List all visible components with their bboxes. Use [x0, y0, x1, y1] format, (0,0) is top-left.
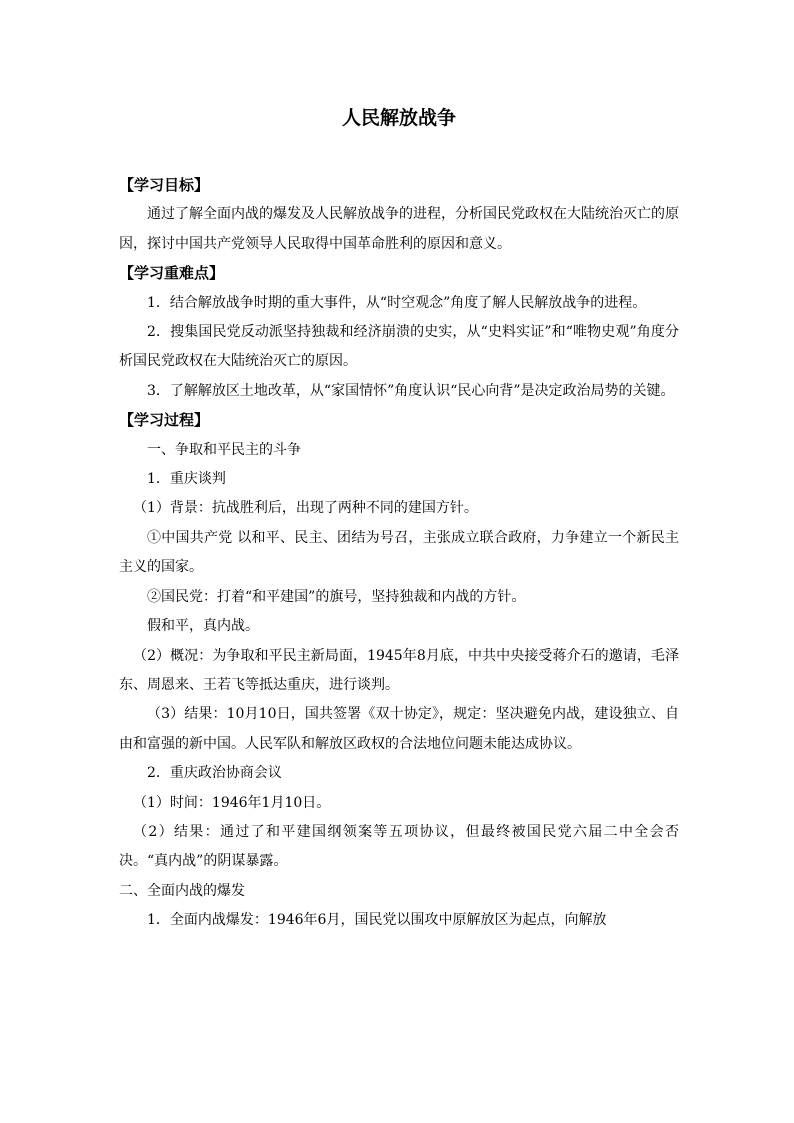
key-point-1: 1．结合解放战争时期的重大事件，从“时空观念”角度了解人民解放战争的进程。	[147, 294, 647, 311]
process-cpc-policy: ①中国共产党 以和平、民主、团结为号召，主张成立联合政府，力争建立一个新民主主义的国家。	[119, 529, 679, 576]
process-pcc-result: （2）结果：通过了和平建国纲领案等五项协议，但最终被国民党六届二中全会否决。“真内战”的阴谋暴露。	[119, 823, 679, 870]
process-kmt-policy: ②国民党：打着“和平建国”的旗号，坚持独裁和内战的方针。	[147, 588, 526, 605]
process-heading-2: 二、全面内战的爆发	[119, 882, 245, 899]
key-point-3: 3．了解解放区土地改革，从“家国情怀”角度认识“民心向背”是决定政治局势的关键。	[147, 382, 675, 399]
process-civil-war-outbreak: 1．全面内战爆发：1946年6月，国民党以围攻中原解放区为起点，向解放	[147, 912, 607, 929]
process-sub-pcc: 2．重庆政治协商会议	[147, 765, 282, 782]
section-heading-key-points: 【学习重难点】	[119, 264, 225, 283]
section-heading-learning-process: 【学习过程】	[119, 411, 210, 430]
process-result: （3）结果：10月10日，国共签署《双十协定》，规定：坚决避免内战，建设独立、自由和富强的新中国。人民军队和解放区政权的合法地位问题未能达成协议。	[119, 706, 679, 752]
key-point-2: 2．搜集国民党反动派坚持独裁和经济崩溃的史实，从“史料实证”和“唯物史观”角度分析国民党政权在大陆统治灭亡的原因。	[119, 324, 679, 370]
process-sub-chongqing-talks: 1．重庆谈判	[147, 471, 226, 488]
section-heading-learning-goals: 【学习目标】	[119, 176, 210, 194]
process-pcc-time: （1）时间：1946年1月10日。	[133, 794, 331, 811]
process-heading-1: 一、争取和平民主的斗争	[147, 441, 301, 458]
process-fake-peace: 假和平，真内战。	[147, 618, 259, 635]
process-overview: （2）概况：为争取和平民主新局面，1945年8月底，中共中央接受蒋介石的邀请，毛泽东、周恩来、王若飞等抵达重庆，进行谈判。	[119, 647, 679, 693]
goals-paragraph: 通过了解全面内战的爆发及人民解放战争的进程，分析国民党政权在大陆统治灭亡的原因，探讨中国共产党领导人民取得中国革命胜利的原因和意义。	[119, 206, 679, 252]
document-body	[119, 171, 679, 936]
process-background: （1）背景：抗战胜利后，出现了两种不同的建国方针。	[133, 500, 478, 517]
document-title: 人民解放战争	[341, 107, 456, 129]
